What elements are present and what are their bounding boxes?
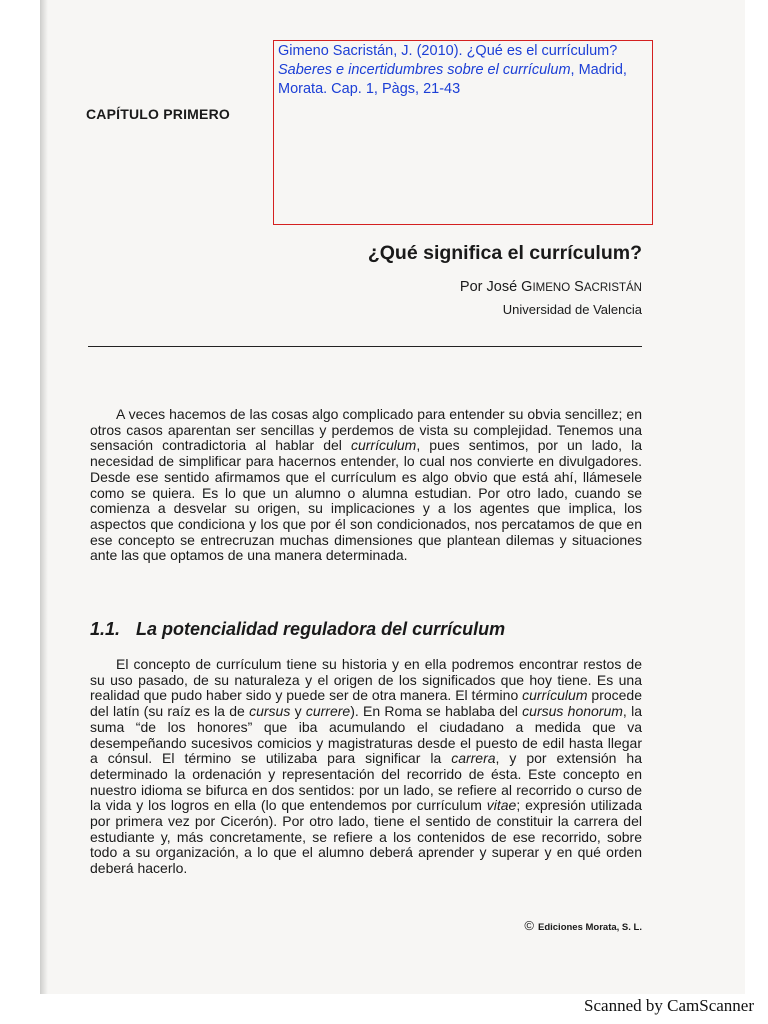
chapter-title: ¿Qué significa el currículum? xyxy=(367,242,642,264)
section-text-3: y xyxy=(290,703,306,720)
author-g-initial: G xyxy=(521,279,533,295)
section-paragraph xyxy=(90,657,642,877)
section-text-4: ). En Roma se hablaba del xyxy=(350,703,523,720)
section-italic-3: currere xyxy=(305,703,351,720)
section-title: La potencialidad reguladora del currículum xyxy=(136,619,506,639)
citation-line-3: Morata. Cap. 1, Pàgs, 21-43 xyxy=(278,81,461,97)
section-text-5: , la suma “de los honores” que iba acumulando el ciudadano a medida que va desempeñando sucesivos comicios y magistraturas desde el puesto de edil hasta llegar a cónsul. El término se utilizaba para significar la xyxy=(90,703,642,767)
section-text-7: ; expresión utilizada por primera vez por Cicerón). Por otro lado, tiene el sentido de constituir la carrera del estudiante y, más concretamente, se refiere a los contenidos de ese recorrido, sobre todo a su organización, a lo que el alumno deberá aprender y superar y en qué orden deberá hacerlo. xyxy=(90,797,642,877)
copyright-symbol: © xyxy=(524,918,534,933)
intro-text-1: A veces hacemos de las cosas algo complicado para entender su obvia sencillez; en otros casos aparentan ser sencillas y perdemos de vista su complejidad. Tenemos una sensación contradictoria al hablar del xyxy=(90,406,642,454)
author-g-rest: IMENO xyxy=(532,282,571,294)
scan-edge-shadow xyxy=(40,0,48,994)
section-heading xyxy=(90,619,642,640)
author-line xyxy=(250,279,642,295)
section-italic-4: cursus honorum xyxy=(522,703,623,720)
scanner-watermark: Scanned by CamScanner xyxy=(584,996,754,1015)
section-italic-6: vitae xyxy=(486,797,517,814)
citation-book-title: Saberes e incertidumbres sobre el currículum xyxy=(278,62,571,78)
intro-text-2: , pues sentimos, por un lado, la necesidad de simplificar para hacernos entender, lo cual nos convierte en divulgadores. Desde ese sentido afirmamos que el currículum es algo obvio que está ahí, llámesele como se quiera. Es lo que un alumno o alumna estudian. Por otro lado, cuando se comienza a desvelar su origen, su implicaciones y a los agentes que implica, los aspectos que condiciona y los que por él son condicionados, nos percatamos de que en ese concepto se entrecruzan muchas dimensiones que plantean dilemas y situaciones ante las que optamos de una manera determinada. xyxy=(90,437,643,564)
chapter-label: CAPÍTULO PRIMERO xyxy=(86,106,230,122)
section-number: 1.1. xyxy=(90,619,121,639)
citation-line-2-rest: , Madrid, xyxy=(570,62,627,78)
author-s-initial: S xyxy=(574,279,584,295)
author-affiliation: Universidad de Valencia xyxy=(502,302,642,317)
citation-box xyxy=(273,40,653,225)
intro-italic-1: currículum xyxy=(350,437,417,454)
divider-rule xyxy=(88,346,642,347)
publisher-name: Ediciones Morata, S. L. xyxy=(538,922,642,933)
section-italic-2: cursus xyxy=(249,703,291,720)
publisher-footer xyxy=(430,918,642,933)
section-text-2: procede del latín (su raíz es la de xyxy=(90,687,642,720)
citation-line-1: Gimeno Sacristán, J. (2010). ¿Qué es el currículum? xyxy=(278,43,618,59)
section-italic-5: carrera xyxy=(451,750,496,767)
author-prefix: Por José xyxy=(459,279,522,295)
intro-paragraph xyxy=(90,407,642,564)
author-s-rest: ACRISTÁN xyxy=(583,282,642,294)
section-text-6: , y por extensión ha determinado la ordenación y representación del recorrido de ésta. Este concepto en nuestro idioma se bifurca en dos sentidos: por un lado, se refiere al recorrido o curso de la vida y los logros en ella (lo que entendemos por currículum xyxy=(90,750,642,814)
section-italic-1: currículum xyxy=(522,687,588,704)
section-text-1: El concepto de currículum tiene su historia y en ella podremos encontrar restos de su uso pasado, de su naturaleza y el origen de los significados que hoy tiene. Es una realidad que pudo haber sido y puede ser de otra manera. El término xyxy=(90,656,642,704)
